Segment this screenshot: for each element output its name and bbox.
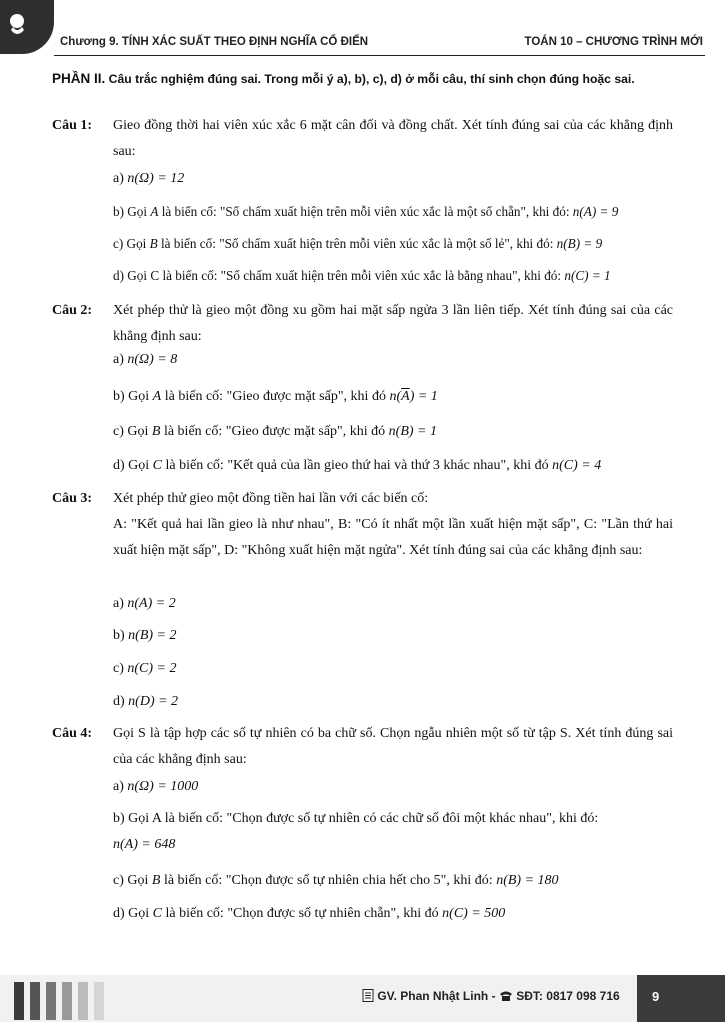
question-3-stem: Xét phép thử gieo một đồng tiền hai lần với các biến cố:	[113, 491, 429, 506]
question-3-label: Câu 3:	[52, 491, 93, 506]
q2-option-a: a) n(Ω) = 8	[113, 352, 178, 367]
q4-option-c: c) Gọi B là biến cố: "Chọn được số tự nhiên chia hết cho 5", khi đó: n(B) = 180	[113, 873, 559, 888]
teacher-name: GV. Phan Nhật Linh	[377, 989, 489, 1003]
document-icon	[362, 989, 374, 1002]
part-instruction: Câu trắc nghiệm đúng sai. Trong mỗi ý a), b), c), d) ở mỗi câu, thí sinh chọn đúng hoặc sai.	[108, 72, 635, 86]
q3-option-c: c) n(C) = 2	[113, 661, 177, 676]
page-number: 9	[652, 989, 660, 1004]
q2-option-c: c) Gọi B là biến cố: "Gieo được mặt sấp", khi đó n(B) = 1	[113, 424, 437, 439]
question-4-stem: Gọi S là tập hợp các số tự nhiên có ba chữ số. Chọn ngẫu nhiên một số từ tập S. Xét tính đúng sai của các khẳng định sau:	[113, 726, 673, 767]
q2-option-b: b) Gọi A là biến cố: "Gieo được mặt sấp", khi đó $n(\overline{A}) = 1$	[113, 389, 438, 404]
q4-option-a: a) n(Ω) = 1000	[113, 779, 199, 794]
q1-option-b: b) Gọi A là biến cố: "Số chấm xuất hiện trên mỗi viên xúc xắc là một số chẵn", khi đó: n(A) = 9	[113, 204, 619, 219]
q2-option-d: d) Gọi C là biến cố: "Kết quả của lần gieo thứ hai và thứ 3 khác nhau", khi đó n(C) = 4	[113, 458, 602, 473]
page-number-box	[637, 975, 725, 1022]
q3-option-b: b) n(B) = 2	[113, 628, 177, 643]
q3-option-d: d) n(D) = 2	[113, 694, 179, 709]
phone-number: SĐT: 0817 098 716	[516, 989, 620, 1003]
chapter-title: Chương 9. TÍNH XÁC SUẤT THEO ĐỊNH NGHĨA CỔ ĐIỂN	[60, 36, 369, 48]
question-2-stem: Xét phép thử là gieo một đồng xu gồm hai mặt sấp ngửa 3 lần liên tiếp. Xét tính đúng sai của các khẳng định sau:	[113, 303, 673, 344]
q1-option-d: d) Gọi C là biến cố: "Số chấm xuất hiện trên mỗi viên xúc xắc là bằng nhau", khi đó: n(C) = 1	[113, 268, 611, 283]
q4-option-b: b) Gọi A là biến cố: "Chọn được số tự nhiên có các chữ số đôi một khác nhau", khi đó: n(A) = 648	[113, 811, 599, 852]
question-1-stem: Gieo đồng thời hai viên xúc xắc 6 mặt cân đối và đồng chất. Xét tính đúng sai của các khẳng định sau:	[113, 118, 673, 159]
q1-option-c: c) Gọi B là biến cố: "Số chấm xuất hiện trên mỗi viên xúc xắc là một số lẻ", khi đó: n(B) = 9	[113, 236, 603, 251]
q3-option-a: a) n(A) = 2	[113, 596, 176, 611]
part-label: PHẦN II.	[52, 71, 106, 86]
phone-icon	[499, 990, 513, 1001]
logo-icon	[0, 0, 54, 54]
course-title: TOÁN 10 – CHƯƠNG TRÌNH MỚI	[524, 36, 703, 48]
question-3-events: A: "Kết quả hai lần gieo là như nhau", B: "Có ít nhất một lần xuất hiện mặt sấp", C: "Lần thứ hai xuất hiện mặt sấp", D: "Không xuất hiện mặt ngửa". Xét tính đúng sai của các khẳng định sau:	[113, 517, 673, 558]
question-2-label: Câu 2:	[52, 303, 93, 318]
header-divider	[54, 55, 705, 56]
q4-option-d: d) Gọi C là biến cố: "Chọn được số tự nhiên chẵn", khi đó n(C) = 500	[113, 906, 506, 921]
part-heading	[52, 68, 672, 90]
footer-contact: GV. Phan Nhật Linh - SĐT: 0817 098 716	[362, 989, 620, 1003]
question-1-label: Câu 1:	[52, 118, 93, 133]
question-4-label: Câu 4:	[52, 726, 93, 741]
q1-option-a: a) n(Ω) = 12	[113, 171, 185, 186]
